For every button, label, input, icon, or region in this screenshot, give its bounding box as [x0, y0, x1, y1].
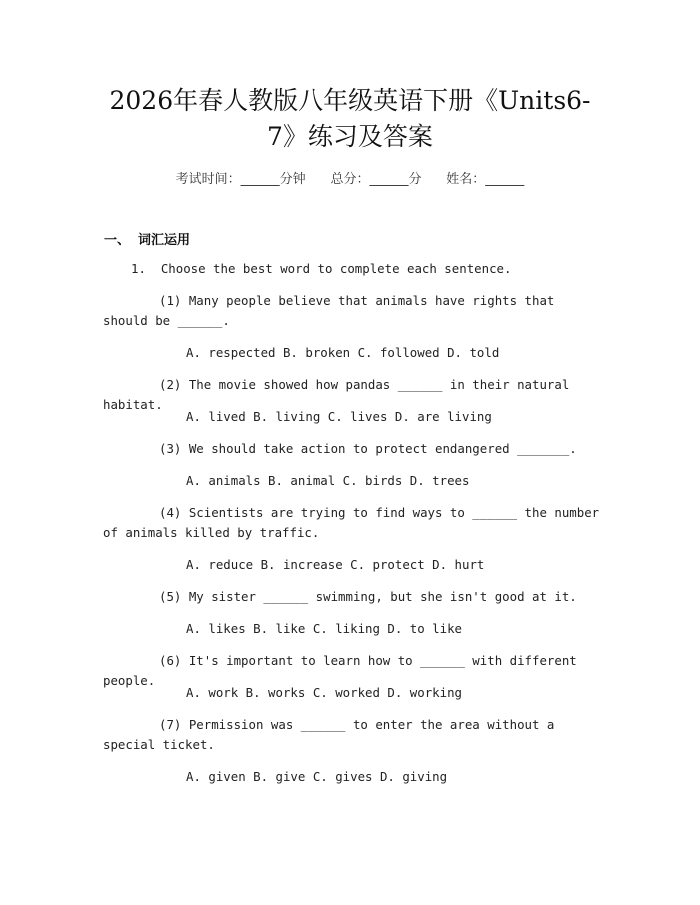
question-4-options: A. reduce B. increase C. protect D. hurt — [186, 557, 485, 572]
question-3: (3) We should take action to protect endangered _______. — [159, 441, 577, 456]
instruction: 1. Choose the best word to complete each sentence. — [131, 261, 512, 276]
exam-info — [0, 168, 700, 187]
question-5: (5) My sister ______ swimming, but she isn't good at it. — [159, 589, 577, 604]
section-number: 一、 — [104, 233, 131, 248]
question-6-options: A. work B. works C. worked D. working — [186, 685, 463, 700]
question-2-options: A. lived B. living C. lives D. are living — [186, 409, 492, 424]
question-1-options: A. respected B. broken C. followed D. told — [186, 345, 500, 360]
exam-score: 总分：______分 — [330, 172, 422, 187]
question-1: (1) Many people believe that animals have rights that should be ______. — [103, 293, 555, 328]
exam-name: 姓名：______ — [446, 172, 525, 187]
question-7: (7) Permission was ______ to enter the area without a special ticket. — [103, 717, 555, 752]
question-7-options: A. given B. give C. gives D. giving — [186, 769, 448, 784]
question-6: (6) It's important to learn how to ______ with different people. — [103, 653, 577, 688]
exam-time: 考试时间：______分钟 — [175, 172, 306, 187]
question-2: (2) The movie showed how pandas ______ in their natural habitat. — [103, 377, 570, 412]
question-3-options: A. animals B. animal C. birds D. trees — [186, 473, 470, 488]
document-title-line-2: 7》练习及答案 — [267, 122, 433, 151]
question-4: (4) Scientists are trying to find ways to ______ the number of animals killed by traffic. — [103, 505, 600, 540]
question-5-options: A. likes B. like C. liking D. to like — [186, 621, 463, 636]
section-title: 词汇运用 — [138, 233, 191, 248]
section-heading — [104, 229, 190, 248]
document-title-line-1: 2026年春人教版八年级英语下册《Units6- — [109, 86, 591, 115]
